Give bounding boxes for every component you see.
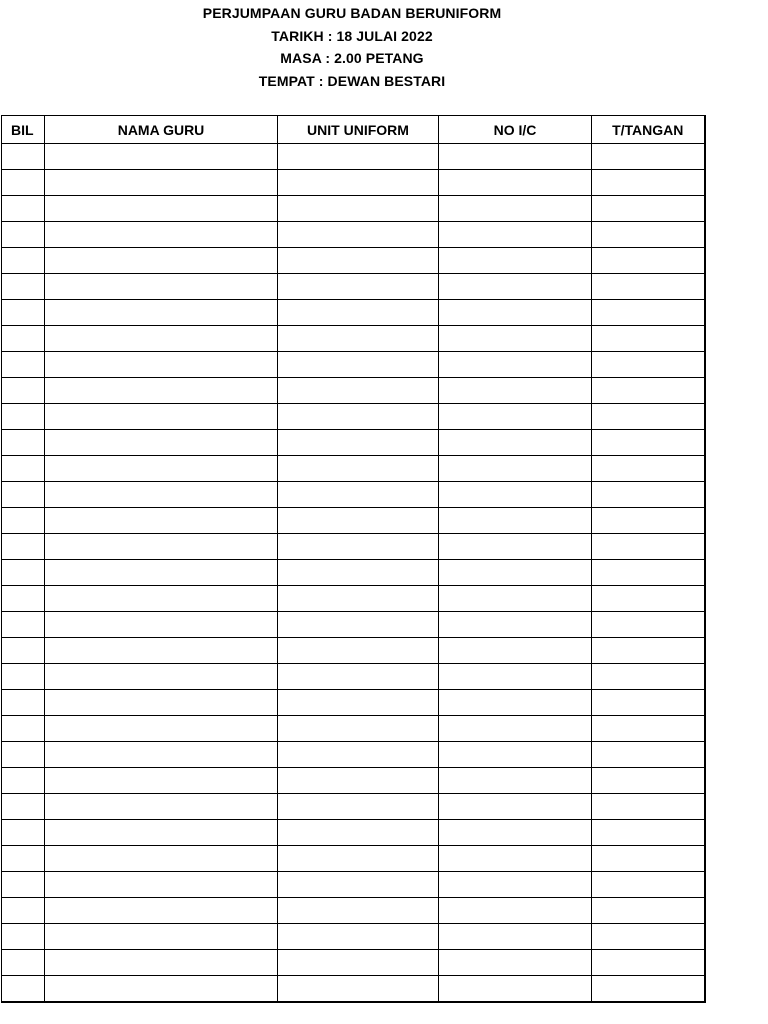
- no-ic-cell: [439, 144, 592, 170]
- bil-cell: [2, 326, 45, 352]
- table-row: [2, 742, 705, 768]
- no-ic-cell: [439, 976, 592, 1002]
- unit-uniform-cell: [278, 742, 439, 768]
- bil-cell: [2, 794, 45, 820]
- t-tangan-cell: [592, 716, 705, 742]
- t-tangan-cell: [592, 378, 705, 404]
- no-ic-cell: [439, 482, 592, 508]
- no-ic-cell: [439, 378, 592, 404]
- table-row: [2, 248, 705, 274]
- table-row: [2, 924, 705, 950]
- column-header-bil: BIL: [2, 116, 45, 144]
- table-row: [2, 534, 705, 560]
- nama-guru-cell: [45, 300, 278, 326]
- table-row: [2, 430, 705, 456]
- no-ic-cell: [439, 430, 592, 456]
- nama-guru-cell: [45, 326, 278, 352]
- t-tangan-cell: [592, 794, 705, 820]
- table-row: [2, 300, 705, 326]
- column-header-nama-guru: NAMA GURU: [45, 116, 278, 144]
- no-ic-cell: [439, 820, 592, 846]
- unit-uniform-cell: [278, 846, 439, 872]
- nama-guru-cell: [45, 794, 278, 820]
- unit-uniform-cell: [278, 456, 439, 482]
- unit-uniform-cell: [278, 404, 439, 430]
- table-row: [2, 950, 705, 976]
- no-ic-cell: [439, 716, 592, 742]
- t-tangan-cell: [592, 248, 705, 274]
- bil-cell: [2, 898, 45, 924]
- table-row: [2, 638, 705, 664]
- table-row: [2, 898, 705, 924]
- no-ic-cell: [439, 872, 592, 898]
- t-tangan-cell: [592, 274, 705, 300]
- bil-cell: [2, 430, 45, 456]
- t-tangan-cell: [592, 170, 705, 196]
- nama-guru-cell: [45, 638, 278, 664]
- nama-guru-cell: [45, 924, 278, 950]
- unit-uniform-cell: [278, 196, 439, 222]
- nama-guru-cell: [45, 508, 278, 534]
- no-ic-cell: [439, 170, 592, 196]
- t-tangan-cell: [592, 820, 705, 846]
- nama-guru-cell: [45, 482, 278, 508]
- bil-cell: [2, 456, 45, 482]
- nama-guru-cell: [45, 456, 278, 482]
- unit-uniform-cell: [278, 508, 439, 534]
- no-ic-cell: [439, 352, 592, 378]
- t-tangan-cell: [592, 846, 705, 872]
- no-ic-cell: [439, 586, 592, 612]
- no-ic-cell: [439, 846, 592, 872]
- unit-uniform-cell: [278, 820, 439, 846]
- table-row: [2, 976, 705, 1002]
- unit-uniform-cell: [278, 300, 439, 326]
- t-tangan-cell: [592, 690, 705, 716]
- nama-guru-cell: [45, 976, 278, 1002]
- unit-uniform-cell: [278, 924, 439, 950]
- nama-guru-cell: [45, 404, 278, 430]
- no-ic-cell: [439, 196, 592, 222]
- t-tangan-cell: [592, 586, 705, 612]
- bil-cell: [2, 690, 45, 716]
- meeting-date: TARIKH : 18 JULAI 2022: [271, 27, 433, 44]
- no-ic-cell: [439, 898, 592, 924]
- table-row: [2, 872, 705, 898]
- nama-guru-cell: [45, 274, 278, 300]
- table-header-row: [2, 116, 705, 144]
- table-row: [2, 222, 705, 248]
- t-tangan-cell: [592, 872, 705, 898]
- nama-guru-cell: [45, 664, 278, 690]
- t-tangan-cell: [592, 638, 705, 664]
- bil-cell: [2, 560, 45, 586]
- table-row: [2, 690, 705, 716]
- t-tangan-cell: [592, 612, 705, 638]
- table-row: [2, 482, 705, 508]
- column-header-unit-uniform: UNIT UNIFORM: [278, 116, 439, 144]
- unit-uniform-cell: [278, 716, 439, 742]
- unit-uniform-cell: [278, 586, 439, 612]
- unit-uniform-cell: [278, 430, 439, 456]
- bil-cell: [2, 950, 45, 976]
- nama-guru-cell: [45, 196, 278, 222]
- bil-cell: [2, 742, 45, 768]
- no-ic-cell: [439, 612, 592, 638]
- unit-uniform-cell: [278, 274, 439, 300]
- t-tangan-cell: [592, 534, 705, 560]
- bil-cell: [2, 534, 45, 560]
- bil-cell: [2, 638, 45, 664]
- bil-cell: [2, 196, 45, 222]
- nama-guru-cell: [45, 950, 278, 976]
- no-ic-cell: [439, 950, 592, 976]
- t-tangan-cell: [592, 300, 705, 326]
- nama-guru-cell: [45, 898, 278, 924]
- document-header: [0, 2, 704, 92]
- unit-uniform-cell: [278, 352, 439, 378]
- t-tangan-cell: [592, 222, 705, 248]
- bil-cell: [2, 300, 45, 326]
- nama-guru-cell: [45, 222, 278, 248]
- unit-uniform-cell: [278, 950, 439, 976]
- unit-uniform-cell: [278, 170, 439, 196]
- table-row: [2, 456, 705, 482]
- bil-cell: [2, 924, 45, 950]
- t-tangan-cell: [592, 742, 705, 768]
- table-row: [2, 326, 705, 352]
- t-tangan-cell: [592, 144, 705, 170]
- no-ic-cell: [439, 326, 592, 352]
- t-tangan-cell: [592, 560, 705, 586]
- t-tangan-cell: [592, 482, 705, 508]
- table-row: [2, 404, 705, 430]
- bil-cell: [2, 274, 45, 300]
- nama-guru-cell: [45, 872, 278, 898]
- bil-cell: [2, 378, 45, 404]
- table-row: [2, 196, 705, 222]
- nama-guru-cell: [45, 690, 278, 716]
- no-ic-cell: [439, 690, 592, 716]
- unit-uniform-cell: [278, 976, 439, 1002]
- nama-guru-cell: [45, 846, 278, 872]
- no-ic-cell: [439, 274, 592, 300]
- table-body: [2, 144, 705, 1002]
- bil-cell: [2, 612, 45, 638]
- t-tangan-cell: [592, 404, 705, 430]
- t-tangan-cell: [592, 326, 705, 352]
- no-ic-cell: [439, 794, 592, 820]
- no-ic-cell: [439, 300, 592, 326]
- meeting-venue: TEMPAT : DEWAN BESTARI: [258, 72, 446, 89]
- unit-uniform-cell: [278, 768, 439, 794]
- unit-uniform-cell: [278, 638, 439, 664]
- bil-cell: [2, 222, 45, 248]
- bil-cell: [2, 248, 45, 274]
- table-row: [2, 274, 705, 300]
- no-ic-cell: [439, 404, 592, 430]
- t-tangan-cell: [592, 196, 705, 222]
- table-row: [2, 612, 705, 638]
- bil-cell: [2, 768, 45, 794]
- unit-uniform-cell: [278, 898, 439, 924]
- table-row: [2, 846, 705, 872]
- bil-cell: [2, 144, 45, 170]
- document-title: PERJUMPAAN GURU BADAN BERUNIFORM: [202, 5, 502, 21]
- nama-guru-cell: [45, 144, 278, 170]
- t-tangan-cell: [592, 976, 705, 1002]
- t-tangan-cell: [592, 430, 705, 456]
- nama-guru-cell: [45, 612, 278, 638]
- unit-uniform-cell: [278, 560, 439, 586]
- nama-guru-cell: [45, 742, 278, 768]
- nama-guru-cell: [45, 560, 278, 586]
- table-row: [2, 664, 705, 690]
- t-tangan-cell: [592, 352, 705, 378]
- no-ic-cell: [439, 768, 592, 794]
- table-row: [2, 560, 705, 586]
- nama-guru-cell: [45, 170, 278, 196]
- unit-uniform-cell: [278, 248, 439, 274]
- bil-cell: [2, 352, 45, 378]
- unit-uniform-cell: [278, 378, 439, 404]
- t-tangan-cell: [592, 950, 705, 976]
- nama-guru-cell: [45, 378, 278, 404]
- unit-uniform-cell: [278, 144, 439, 170]
- unit-uniform-cell: [278, 794, 439, 820]
- no-ic-cell: [439, 222, 592, 248]
- t-tangan-cell: [592, 664, 705, 690]
- unit-uniform-cell: [278, 534, 439, 560]
- no-ic-cell: [439, 664, 592, 690]
- bil-cell: [2, 716, 45, 742]
- nama-guru-cell: [45, 248, 278, 274]
- table-row: [2, 716, 705, 742]
- bil-cell: [2, 170, 45, 196]
- bil-cell: [2, 508, 45, 534]
- no-ic-cell: [439, 534, 592, 560]
- no-ic-cell: [439, 742, 592, 768]
- meeting-time: MASA : 2.00 PETANG: [280, 50, 424, 66]
- table-row: [2, 768, 705, 794]
- table-row: [2, 586, 705, 612]
- bil-cell: [2, 820, 45, 846]
- nama-guru-cell: [45, 716, 278, 742]
- t-tangan-cell: [592, 924, 705, 950]
- no-ic-cell: [439, 508, 592, 534]
- unit-uniform-cell: [278, 690, 439, 716]
- bil-cell: [2, 482, 45, 508]
- unit-uniform-cell: [278, 664, 439, 690]
- no-ic-cell: [439, 924, 592, 950]
- bil-cell: [2, 664, 45, 690]
- unit-uniform-cell: [278, 612, 439, 638]
- nama-guru-cell: [45, 820, 278, 846]
- attendance-table: [1, 115, 706, 1003]
- bil-cell: [2, 846, 45, 872]
- bil-cell: [2, 404, 45, 430]
- t-tangan-cell: [592, 456, 705, 482]
- table-row: [2, 508, 705, 534]
- nama-guru-cell: [45, 430, 278, 456]
- table-row: [2, 144, 705, 170]
- no-ic-cell: [439, 456, 592, 482]
- nama-guru-cell: [45, 534, 278, 560]
- table-row: [2, 352, 705, 378]
- no-ic-cell: [439, 560, 592, 586]
- nama-guru-cell: [45, 586, 278, 612]
- unit-uniform-cell: [278, 326, 439, 352]
- no-ic-cell: [439, 638, 592, 664]
- t-tangan-cell: [592, 768, 705, 794]
- table-row: [2, 378, 705, 404]
- t-tangan-cell: [592, 898, 705, 924]
- table-row: [2, 170, 705, 196]
- column-header-no-ic: NO I/C: [439, 116, 592, 144]
- bil-cell: [2, 586, 45, 612]
- unit-uniform-cell: [278, 872, 439, 898]
- no-ic-cell: [439, 248, 592, 274]
- nama-guru-cell: [45, 768, 278, 794]
- unit-uniform-cell: [278, 482, 439, 508]
- column-header-t-tangan: T/TANGAN: [592, 116, 705, 144]
- table-row: [2, 820, 705, 846]
- nama-guru-cell: [45, 352, 278, 378]
- unit-uniform-cell: [278, 222, 439, 248]
- bil-cell: [2, 872, 45, 898]
- bil-cell: [2, 976, 45, 1002]
- t-tangan-cell: [592, 508, 705, 534]
- table-row: [2, 794, 705, 820]
